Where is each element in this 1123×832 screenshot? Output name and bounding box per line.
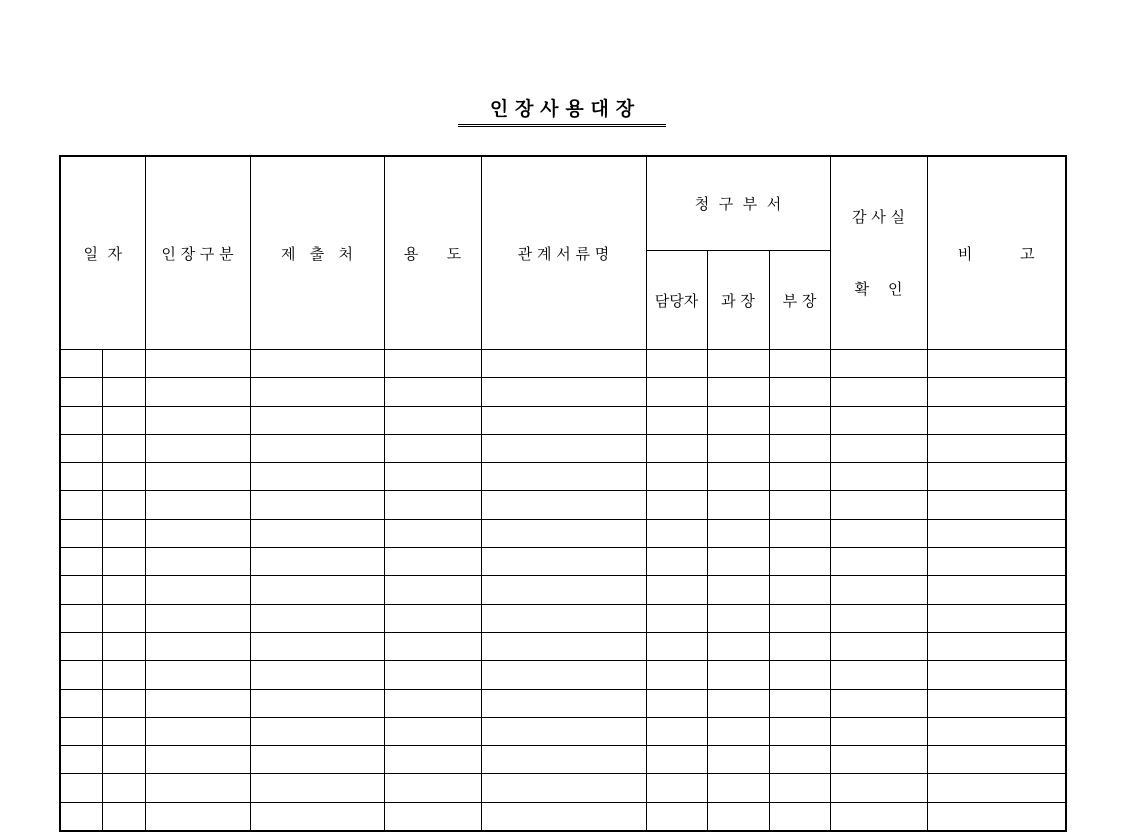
cell-seal-type[interactable] [145,378,250,406]
cell-submit-to[interactable] [250,548,384,576]
cell-person-in-charge[interactable] [646,576,707,604]
table-row [60,378,1066,406]
cell-date-day[interactable] [102,689,145,717]
cell-audit-confirm[interactable] [830,350,927,378]
cell-remarks[interactable] [927,350,1066,378]
cell-related-docs[interactable] [481,548,646,576]
cell-seal-type[interactable] [145,689,250,717]
cell-audit-confirm[interactable] [830,378,927,406]
cell-date-day[interactable] [102,463,145,491]
cell-related-docs[interactable] [481,378,646,406]
cell-remarks[interactable] [927,802,1066,831]
cell-dept-head[interactable] [769,604,830,632]
cell-seal-type[interactable] [145,604,250,632]
cell-section-chief[interactable] [707,548,769,576]
cell-person-in-charge[interactable] [646,406,707,434]
cell-purpose[interactable] [384,604,481,632]
cell-seal-type[interactable] [145,661,250,689]
cell-dept-head[interactable] [769,491,830,519]
cell-audit-confirm[interactable] [830,746,927,774]
cell-date-day[interactable] [102,350,145,378]
cell-purpose[interactable] [384,491,481,519]
cell-person-in-charge[interactable] [646,746,707,774]
cell-seal-type[interactable] [145,717,250,745]
cell-section-chief[interactable] [707,350,769,378]
header-seal-type: 인 장 구 분 [145,156,250,350]
cell-date-month[interactable] [60,378,102,406]
table-row [60,661,1066,689]
cell-seal-type[interactable] [145,491,250,519]
cell-remarks[interactable] [927,746,1066,774]
cell-related-docs[interactable] [481,491,646,519]
cell-seal-type[interactable] [145,350,250,378]
table-row [60,519,1066,547]
cell-dept-head[interactable] [769,774,830,802]
cell-submit-to[interactable] [250,632,384,660]
cell-date-month[interactable] [60,519,102,547]
cell-dept-head[interactable] [769,406,830,434]
cell-seal-type[interactable] [145,774,250,802]
header-audit-line1: 감 사 실 [852,208,906,226]
cell-person-in-charge[interactable] [646,661,707,689]
cell-seal-type[interactable] [145,406,250,434]
cell-remarks[interactable] [927,434,1066,462]
cell-submit-to[interactable] [250,378,384,406]
cell-purpose[interactable] [384,548,481,576]
cell-submit-to[interactable] [250,519,384,547]
page-title: 인 장 사 용 대 장 [458,96,666,127]
cell-person-in-charge[interactable] [646,463,707,491]
cell-section-chief[interactable] [707,746,769,774]
cell-date-month[interactable] [60,576,102,604]
cell-purpose[interactable] [384,689,481,717]
cell-related-docs[interactable] [481,717,646,745]
cell-purpose[interactable] [384,519,481,547]
cell-purpose[interactable] [384,746,481,774]
cell-date-day[interactable] [102,548,145,576]
cell-audit-confirm[interactable] [830,689,927,717]
table-row [60,746,1066,774]
cell-date-month[interactable] [60,717,102,745]
cell-remarks[interactable] [927,604,1066,632]
cell-date-month[interactable] [60,548,102,576]
cell-submit-to[interactable] [250,717,384,745]
cell-dept-head[interactable] [769,661,830,689]
cell-purpose[interactable] [384,576,481,604]
cell-section-chief[interactable] [707,632,769,660]
cell-related-docs[interactable] [481,746,646,774]
cell-date-month[interactable] [60,463,102,491]
cell-audit-confirm[interactable] [830,604,927,632]
cell-date-day[interactable] [102,717,145,745]
cell-section-chief[interactable] [707,378,769,406]
cell-related-docs[interactable] [481,519,646,547]
table-row [60,434,1066,462]
cell-remarks[interactable] [927,661,1066,689]
cell-dept-head[interactable] [769,802,830,831]
cell-section-chief[interactable] [707,717,769,745]
cell-date-day[interactable] [102,519,145,547]
cell-submit-to[interactable] [250,491,384,519]
cell-related-docs[interactable] [481,802,646,831]
cell-related-docs[interactable] [481,434,646,462]
cell-seal-type[interactable] [145,519,250,547]
cell-audit-confirm[interactable] [830,463,927,491]
cell-seal-type[interactable] [145,576,250,604]
cell-section-chief[interactable] [707,463,769,491]
header-submit-to: 제 출 처 [250,156,384,350]
cell-dept-head[interactable] [769,350,830,378]
cell-audit-confirm[interactable] [830,661,927,689]
cell-section-chief[interactable] [707,519,769,547]
cell-remarks[interactable] [927,548,1066,576]
header-audit-confirm [830,156,927,350]
cell-date-month[interactable] [60,434,102,462]
cell-person-in-charge[interactable] [646,491,707,519]
cell-dept-head[interactable] [769,689,830,717]
cell-audit-confirm[interactable] [830,434,927,462]
cell-related-docs[interactable] [481,604,646,632]
header-date: 일 자 [60,156,145,350]
cell-date-day[interactable] [102,576,145,604]
cell-seal-type[interactable] [145,434,250,462]
cell-person-in-charge[interactable] [646,548,707,576]
cell-dept-head[interactable] [769,746,830,774]
table-row [60,774,1066,802]
cell-remarks[interactable] [927,632,1066,660]
cell-person-in-charge[interactable] [646,519,707,547]
header-related-docs: 관 계 서 류 명 [481,156,646,350]
header-section-chief: 과 장 [707,251,769,350]
cell-dept-head[interactable] [769,378,830,406]
cell-submit-to[interactable] [250,350,384,378]
cell-purpose[interactable] [384,406,481,434]
cell-person-in-charge[interactable] [646,378,707,406]
cell-seal-type[interactable] [145,802,250,831]
cell-person-in-charge[interactable] [646,604,707,632]
cell-section-chief[interactable] [707,406,769,434]
cell-purpose[interactable] [384,632,481,660]
cell-dept-head[interactable] [769,717,830,745]
cell-date-day[interactable] [102,434,145,462]
cell-remarks[interactable] [927,519,1066,547]
cell-related-docs[interactable] [481,632,646,660]
cell-date-month[interactable] [60,406,102,434]
cell-submit-to[interactable] [250,604,384,632]
cell-remarks[interactable] [927,491,1066,519]
seal-usage-ledger-table [59,155,1067,832]
cell-section-chief[interactable] [707,802,769,831]
cell-purpose[interactable] [384,774,481,802]
cell-purpose[interactable] [384,802,481,831]
cell-dept-head[interactable] [769,548,830,576]
table-row [60,632,1066,660]
cell-audit-confirm[interactable] [830,406,927,434]
cell-remarks[interactable] [927,717,1066,745]
cell-section-chief[interactable] [707,774,769,802]
cell-submit-to[interactable] [250,463,384,491]
cell-audit-confirm[interactable] [830,548,927,576]
cell-person-in-charge[interactable] [646,632,707,660]
cell-submit-to[interactable] [250,689,384,717]
cell-seal-type[interactable] [145,746,250,774]
cell-related-docs[interactable] [481,350,646,378]
cell-audit-confirm[interactable] [830,774,927,802]
cell-date-month[interactable] [60,632,102,660]
cell-remarks[interactable] [927,576,1066,604]
cell-person-in-charge[interactable] [646,802,707,831]
cell-related-docs[interactable] [481,774,646,802]
cell-purpose[interactable] [384,378,481,406]
cell-audit-confirm[interactable] [830,519,927,547]
cell-section-chief[interactable] [707,491,769,519]
cell-date-month[interactable] [60,661,102,689]
cell-date-month[interactable] [60,774,102,802]
cell-submit-to[interactable] [250,406,384,434]
cell-date-month[interactable] [60,746,102,774]
header-remarks: 비 고 [927,156,1066,350]
cell-date-month[interactable] [60,491,102,519]
header-requesting-dept: 청 구 부 서 [646,156,830,251]
cell-submit-to[interactable] [250,774,384,802]
cell-date-day[interactable] [102,661,145,689]
cell-audit-confirm[interactable] [830,632,927,660]
cell-related-docs[interactable] [481,406,646,434]
cell-person-in-charge[interactable] [646,689,707,717]
cell-audit-confirm[interactable] [830,491,927,519]
cell-dept-head[interactable] [769,519,830,547]
cell-dept-head[interactable] [769,632,830,660]
header-audit-line2: 확 인 [854,280,903,298]
cell-audit-confirm[interactable] [830,802,927,831]
cell-seal-type[interactable] [145,548,250,576]
title-block [458,96,666,127]
cell-remarks[interactable] [927,406,1066,434]
cell-purpose[interactable] [384,434,481,462]
cell-purpose[interactable] [384,661,481,689]
cell-purpose[interactable] [384,350,481,378]
header-dept-head: 부 장 [769,251,830,350]
cell-related-docs[interactable] [481,463,646,491]
cell-seal-type[interactable] [145,632,250,660]
table-row [60,491,1066,519]
cell-dept-head[interactable] [769,434,830,462]
table-row [60,406,1066,434]
header-person-in-charge: 담당자 [646,251,707,350]
cell-submit-to[interactable] [250,746,384,774]
cell-remarks[interactable] [927,378,1066,406]
cell-section-chief[interactable] [707,661,769,689]
cell-related-docs[interactable] [481,576,646,604]
cell-related-docs[interactable] [481,661,646,689]
cell-section-chief[interactable] [707,689,769,717]
cell-person-in-charge[interactable] [646,774,707,802]
cell-related-docs[interactable] [481,689,646,717]
cell-submit-to[interactable] [250,576,384,604]
table-row [60,463,1066,491]
cell-date-day[interactable] [102,378,145,406]
cell-date-day[interactable] [102,802,145,831]
table-row [60,802,1066,831]
ledger-body [60,350,1066,832]
cell-person-in-charge[interactable] [646,350,707,378]
cell-audit-confirm[interactable] [830,717,927,745]
cell-submit-to[interactable] [250,802,384,831]
cell-section-chief[interactable] [707,604,769,632]
table-row [60,717,1066,745]
cell-remarks[interactable] [927,689,1066,717]
cell-dept-head[interactable] [769,463,830,491]
table-row [60,350,1066,378]
cell-date-month[interactable] [60,802,102,831]
cell-date-day[interactable] [102,774,145,802]
cell-purpose[interactable] [384,717,481,745]
cell-section-chief[interactable] [707,576,769,604]
cell-date-day[interactable] [102,406,145,434]
cell-submit-to[interactable] [250,434,384,462]
cell-seal-type[interactable] [145,463,250,491]
cell-section-chief[interactable] [707,434,769,462]
table-row [60,548,1066,576]
cell-remarks[interactable] [927,774,1066,802]
cell-date-day[interactable] [102,604,145,632]
table-row [60,576,1066,604]
cell-date-month[interactable] [60,604,102,632]
cell-dept-head[interactable] [769,576,830,604]
cell-date-day[interactable] [102,491,145,519]
cell-audit-confirm[interactable] [830,576,927,604]
cell-person-in-charge[interactable] [646,717,707,745]
cell-remarks[interactable] [927,463,1066,491]
cell-date-month[interactable] [60,350,102,378]
header-purpose: 용 도 [384,156,481,350]
table-row [60,689,1066,717]
table-row [60,604,1066,632]
cell-date-day[interactable] [102,632,145,660]
cell-date-day[interactable] [102,746,145,774]
cell-person-in-charge[interactable] [646,434,707,462]
cell-purpose[interactable] [384,463,481,491]
header-row-1 [60,156,1066,251]
cell-date-month[interactable] [60,689,102,717]
cell-submit-to[interactable] [250,661,384,689]
